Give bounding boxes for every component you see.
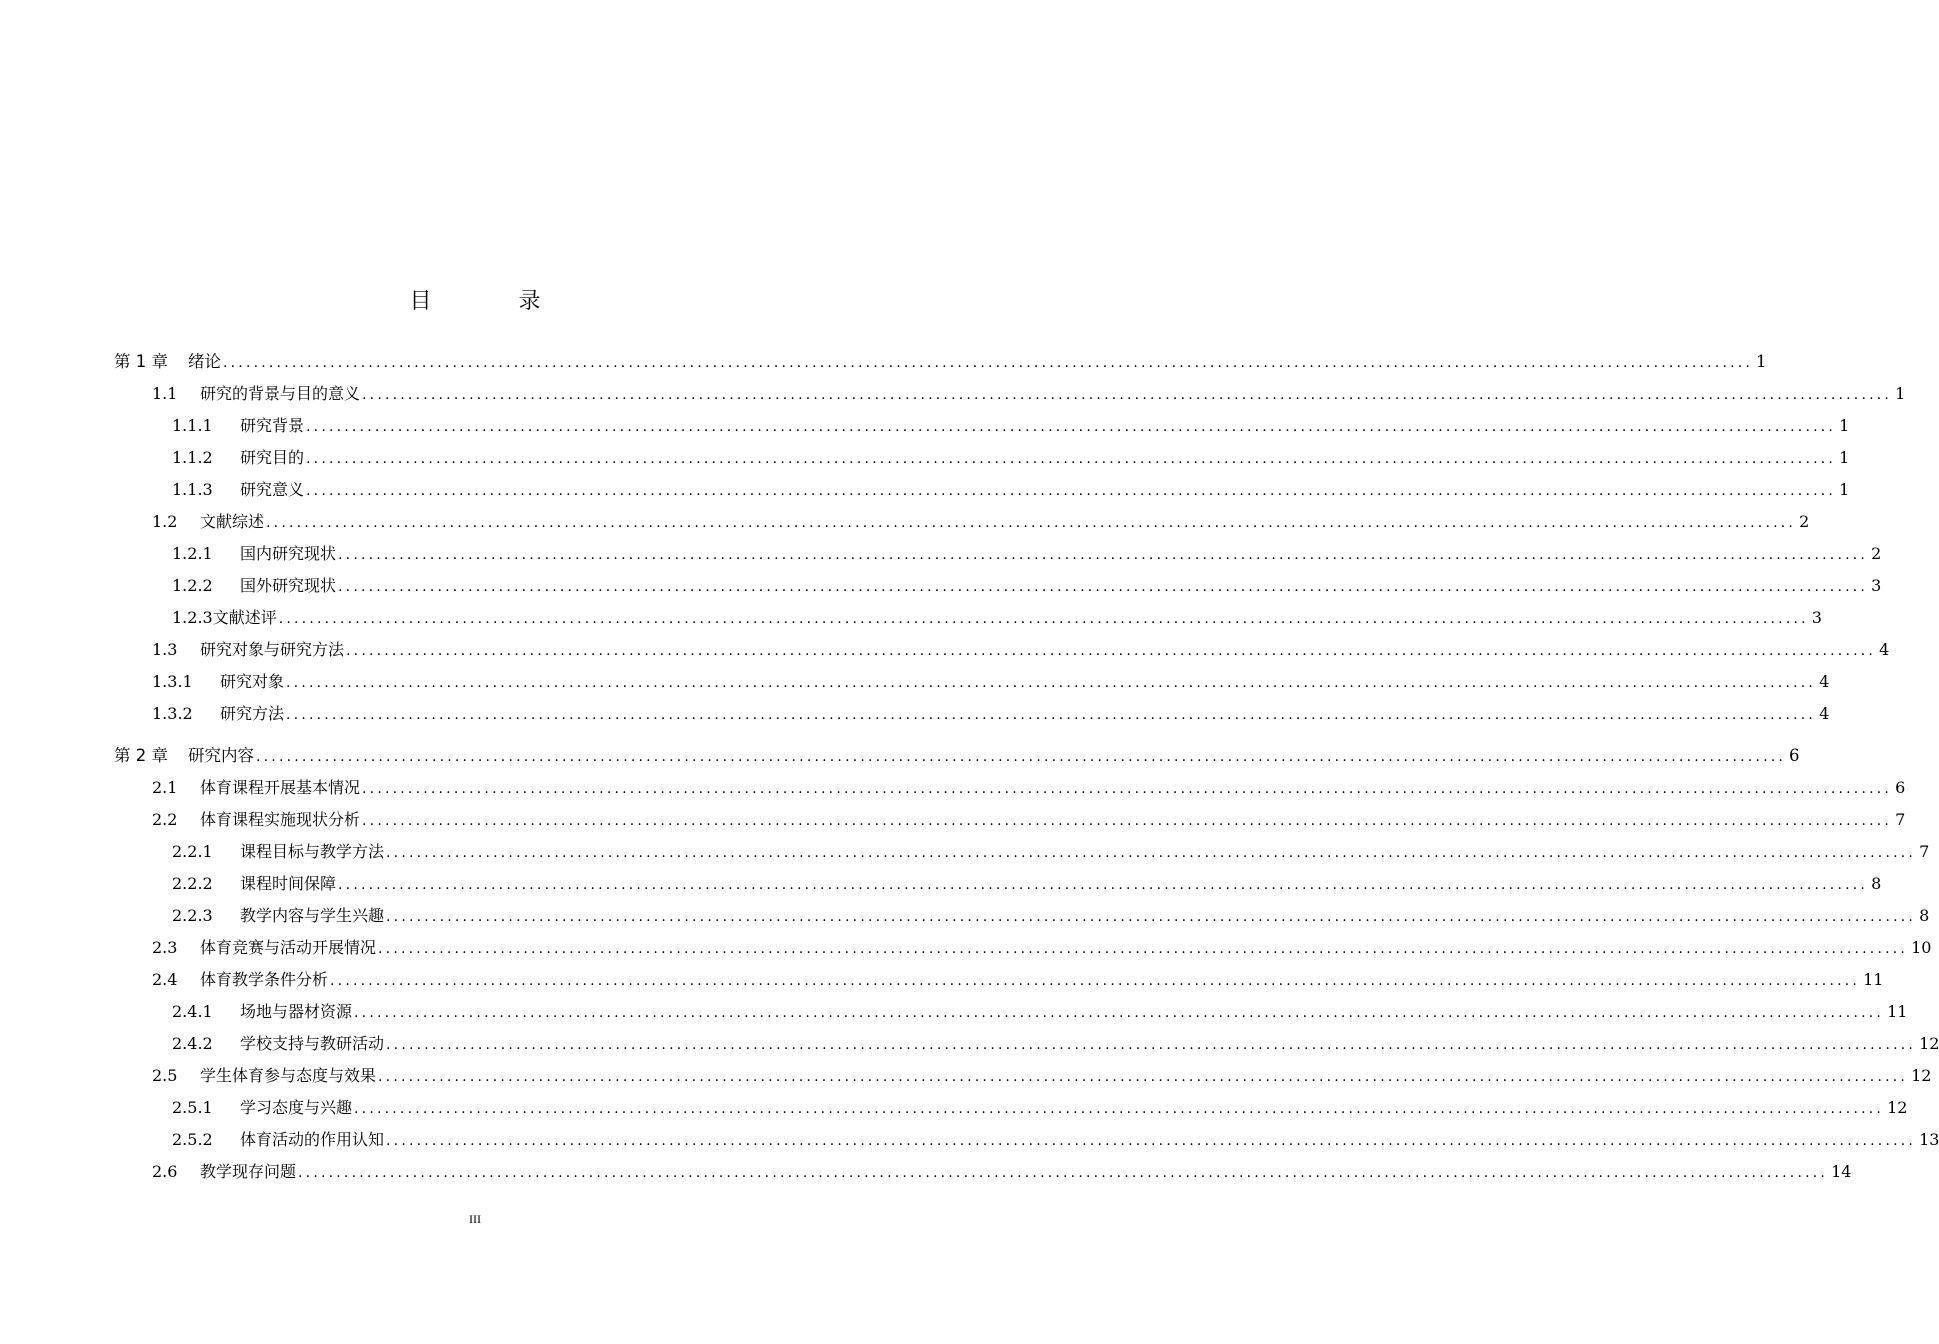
dot-leader: ........................................................................................................................................................................................................: [330, 973, 1861, 989]
toc-entry-page: 1: [1756, 352, 1767, 371]
toc-entry-page: 7: [1895, 810, 1906, 829]
toc-entry-number: 1.3.1: [152, 672, 193, 691]
dot-leader: ........................................................................................................................................................................................................: [386, 845, 1917, 861]
toc-entry-page: 12: [1919, 1034, 1939, 1053]
toc-entry-number: 2.5.1: [172, 1098, 213, 1117]
toc-section-entry[interactable]: [152, 777, 1906, 799]
toc-section-entry[interactable]: [152, 937, 1932, 959]
toc-entry-label: 体育活动的作用认知: [240, 1130, 385, 1149]
toc-entry-label: 国外研究现状: [240, 576, 337, 595]
toc-entry-page: 11: [1863, 970, 1884, 989]
toc-entry-page: 10: [1911, 938, 1932, 957]
toc-title: 目 录: [409, 289, 581, 314]
toc-entry-label: 学习态度与兴趣: [240, 1098, 353, 1117]
toc-entry-label: 文献述评: [212, 608, 277, 627]
toc-entry-label: 绪论: [188, 352, 221, 371]
toc-entry-label: 学生体育参与态度与效果: [200, 1066, 377, 1085]
dot-leader: ........................................................................................................................................................................................................: [286, 675, 1817, 691]
toc-entry-number: 2.2.1: [172, 842, 213, 861]
toc-section-entry[interactable]: [152, 511, 1810, 533]
toc-entry-number: 1.3: [152, 640, 178, 659]
page-number: III: [469, 1212, 481, 1226]
toc-section-entry[interactable]: [152, 969, 1884, 991]
toc-entry-label: 体育课程开展基本情况: [200, 778, 361, 797]
toc-entry-label: 教学内容与学生兴趣: [240, 906, 385, 925]
toc-entry-label: 研究内容: [188, 746, 254, 765]
toc-section-entry[interactable]: [172, 447, 1850, 469]
toc-entry-number: 1.1.3: [172, 480, 213, 499]
toc-entry-number: 2.5: [152, 1066, 178, 1085]
toc-entry-number: 1.3.2: [152, 704, 193, 723]
dot-leader: ........................................................................................................................................................................................................: [266, 515, 1797, 531]
toc-section-entry[interactable]: [172, 905, 1930, 927]
toc-entry-page: 14: [1831, 1162, 1852, 1181]
dot-leader: ........................................................................................................................................................................................................: [362, 813, 1893, 829]
toc-entry-page: 3: [1811, 608, 1822, 627]
toc-section-entry[interactable]: [152, 639, 1890, 661]
dot-leader: ........................................................................................................................................................................................................: [378, 941, 1909, 957]
dot-leader: ........................................................................................................................................................................................................: [286, 707, 1817, 723]
toc-entry-page: 12: [1887, 1098, 1908, 1117]
toc-entry-page: 8: [1919, 906, 1930, 925]
toc-entry-label: 研究背景: [240, 416, 305, 435]
toc-entry-number: 2.2: [152, 810, 178, 829]
toc-chapter-entry[interactable]: [114, 745, 1800, 767]
toc-entry-label: 学校支持与教研活动: [240, 1034, 385, 1053]
toc-entry-page: 1: [1895, 384, 1906, 403]
dot-leader: ........................................................................................................................................................................................................: [354, 1101, 1885, 1117]
toc-entry-page: 1: [1839, 480, 1850, 499]
toc-entry-label: 国内研究现状: [240, 544, 337, 563]
dot-leader: ........................................................................................................................................................................................................: [306, 419, 1837, 435]
dot-leader: ........................................................................................................................................................................................................: [386, 909, 1917, 925]
toc-entry-number: 2.2.3: [172, 906, 213, 925]
toc-entry-label: 体育课程实施现状分析: [200, 810, 361, 829]
toc-entry-number: 2.2.2: [172, 874, 213, 893]
toc-entry-label: 课程目标与教学方法: [240, 842, 385, 861]
toc-entry-number: 1.2.3: [172, 608, 213, 627]
dot-leader: ........................................................................................................................................................................................................: [386, 1037, 1917, 1053]
toc-entry-label: 体育竞赛与活动开展情况: [200, 938, 377, 957]
toc-entry-label: 体育教学条件分析: [200, 970, 329, 989]
toc-entry-label: 课程时间保障: [240, 874, 337, 893]
toc-entry-page: 1: [1839, 448, 1850, 467]
toc-section-entry[interactable]: [172, 1033, 1939, 1055]
dot-leader: ........................................................................................................................................................................................................: [338, 877, 1869, 893]
toc-entry-number: 2.4.2: [172, 1034, 213, 1053]
dot-leader: ........................................................................................................................................................................................................: [378, 1069, 1909, 1085]
toc-entry-page: 6: [1789, 746, 1800, 765]
dot-leader: ........................................................................................................................................................................................................: [306, 451, 1837, 467]
toc-section-entry[interactable]: [172, 1097, 1908, 1119]
toc-entry-label: 研究对象与研究方法: [200, 640, 345, 659]
toc-entry-label: 场地与器材资源: [240, 1002, 353, 1021]
toc-entry-page: 11: [1887, 1002, 1908, 1021]
toc-entry-number: 2.5.2: [172, 1130, 213, 1149]
toc-section-entry[interactable]: [172, 415, 1850, 437]
toc-entry-number: 2.1: [152, 778, 178, 797]
toc-entry-label: 研究意义: [240, 480, 305, 499]
dot-leader: ........................................................................................................................................................................................................: [354, 1005, 1885, 1021]
toc-section-entry[interactable]: [152, 383, 1906, 405]
toc-entry-label: 研究方法: [220, 704, 285, 723]
toc-entry-label: 研究的背景与目的意义: [200, 384, 361, 403]
toc-entry-page: 8: [1871, 874, 1882, 893]
toc-entry-page: 6: [1895, 778, 1906, 797]
toc-entry-number: 2.3: [152, 938, 178, 957]
toc-entry-page: 12: [1911, 1066, 1932, 1085]
toc-section-entry[interactable]: [152, 703, 1830, 725]
toc-entry-page: 1: [1839, 416, 1850, 435]
toc-entry-page: 13: [1919, 1130, 1939, 1149]
toc-section-entry[interactable]: [172, 575, 1882, 597]
toc-entry-number: 第 1 章: [114, 352, 168, 371]
toc-entry-page: 3: [1871, 576, 1882, 595]
toc-section-entry[interactable]: [152, 671, 1830, 693]
toc-entry-number: 2.4.1: [172, 1002, 213, 1021]
toc-section-entry[interactable]: [172, 479, 1850, 501]
toc-entry-number: 2.4: [152, 970, 178, 989]
dot-leader: ........................................................................................................................................................................................................: [362, 781, 1893, 797]
toc-entry-label: 教学现存问题: [200, 1162, 297, 1181]
toc-entry-label: 文献综述: [200, 512, 265, 531]
dot-leader: ........................................................................................................................................................................................................: [362, 387, 1893, 403]
dot-leader: ........................................................................................................................................................................................................: [223, 355, 1754, 371]
dot-leader: ........................................................................................................................................................................................................: [298, 1165, 1829, 1181]
toc-entry-page: 2: [1871, 544, 1882, 563]
toc-section-entry[interactable]: [152, 1065, 1932, 1087]
dot-leader: ........................................................................................................................................................................................................: [386, 1133, 1917, 1149]
toc-section-entry[interactable]: [172, 1001, 1908, 1023]
toc-entry-number: 1.2.2: [172, 576, 213, 595]
toc-entry-page: 4: [1879, 640, 1890, 659]
toc-entry-page: 4: [1819, 704, 1830, 723]
dot-leader: ........................................................................................................................................................................................................: [338, 547, 1869, 563]
dot-leader: ........................................................................................................................................................................................................: [346, 643, 1877, 659]
toc-entry-label: 研究对象: [220, 672, 285, 691]
dot-leader: ........................................................................................................................................................................................................: [278, 611, 1809, 627]
toc-section-entry[interactable]: [172, 607, 1822, 629]
toc-chapter-entry[interactable]: [114, 351, 1767, 373]
toc-entry-page: 7: [1919, 842, 1930, 861]
toc-section-entry[interactable]: [172, 873, 1882, 895]
dot-leader: ........................................................................................................................................................................................................: [306, 483, 1837, 499]
toc-entry-number: 1.1.2: [172, 448, 213, 467]
toc-entry-number: 第 2 章: [114, 746, 168, 765]
toc-section-entry[interactable]: [172, 841, 1930, 863]
toc-entry-number: 1.1: [152, 384, 178, 403]
toc-entry-number: 2.6: [152, 1162, 178, 1181]
toc-entry-label: 研究目的: [240, 448, 305, 467]
toc-entry-number: 1.2: [152, 512, 178, 531]
toc-entry-number: 1.2.1: [172, 544, 213, 563]
toc-section-entry[interactable]: [152, 809, 1906, 831]
toc-section-entry[interactable]: [172, 1129, 1939, 1151]
dot-leader: ........................................................................................................................................................................................................: [338, 579, 1869, 595]
toc-entry-page: 4: [1819, 672, 1830, 691]
toc-entry-page: 2: [1799, 512, 1810, 531]
toc-entry-number: 1.1.1: [172, 416, 213, 435]
toc-section-entry[interactable]: [172, 543, 1882, 565]
dot-leader: ........................................................................................................................................................................................................: [256, 749, 1787, 765]
toc-section-entry[interactable]: [152, 1161, 1852, 1183]
